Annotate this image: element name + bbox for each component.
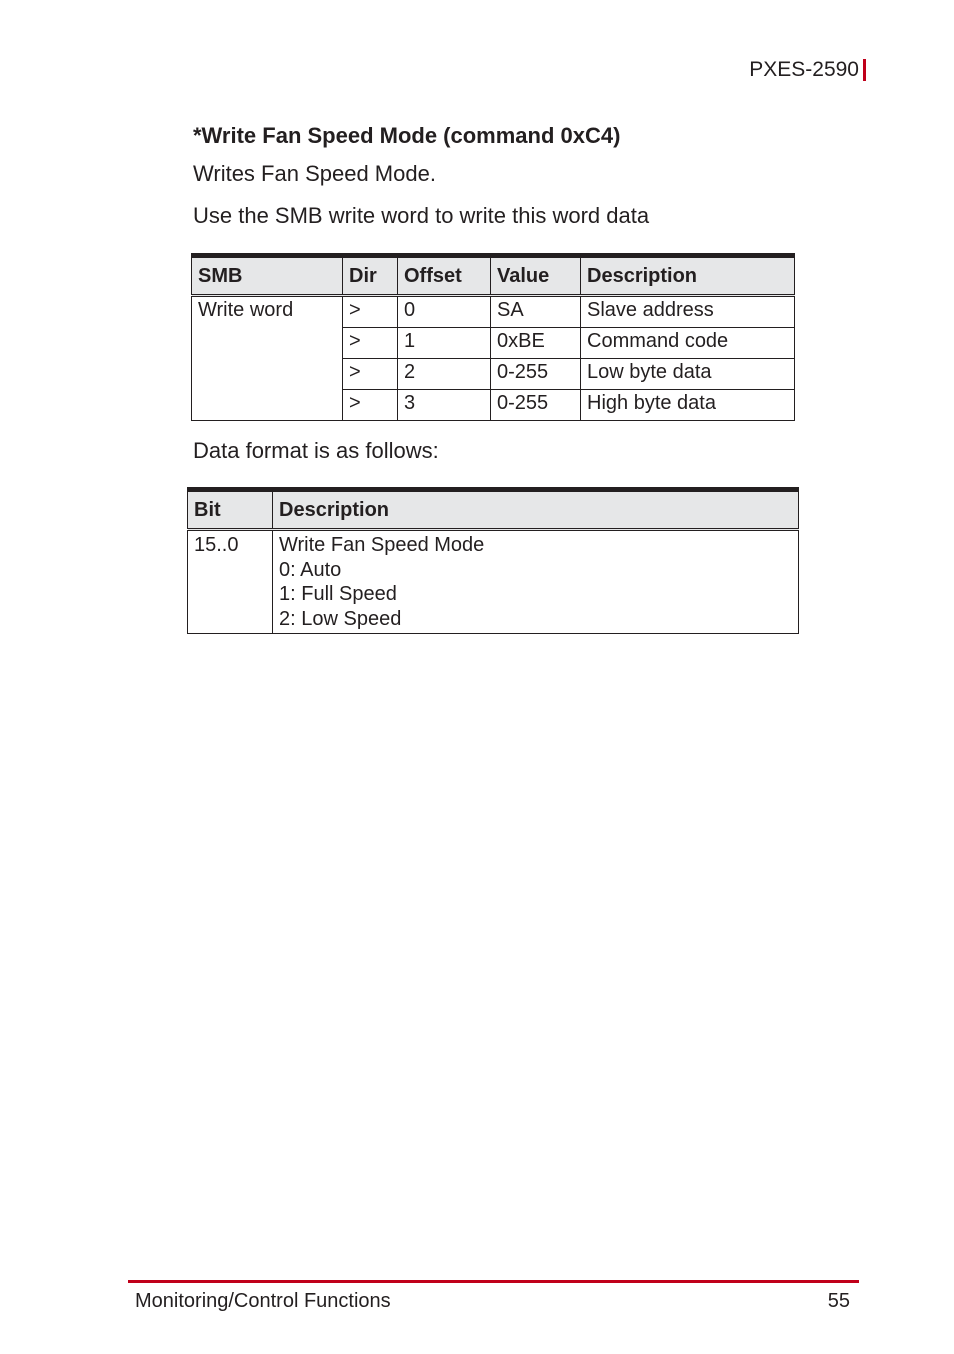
page-number: 55 — [827, 1290, 850, 1312]
col-header-dir: Dir — [343, 256, 398, 296]
col-header-description: Description — [273, 490, 799, 530]
table-row — [188, 530, 799, 634]
value-cell: 0xBE — [491, 328, 581, 359]
dir-cell: > — [343, 328, 398, 359]
smb-cell: Write word — [192, 296, 343, 421]
description-line: 1: Full Speed — [279, 583, 397, 605]
format-table-header-row — [188, 490, 799, 530]
footer-chapter: Monitoring/Control Functions — [135, 1290, 391, 1312]
smb-table-header-row — [192, 256, 795, 296]
description-cell: Command code — [581, 328, 795, 359]
col-header-smb: SMB — [192, 256, 343, 296]
instruction-text: Use the SMB write word to write this word data — [193, 203, 650, 228]
data-format-table — [187, 487, 799, 634]
dir-cell: > — [343, 359, 398, 390]
description-line: Write Fan Speed Mode — [279, 534, 485, 556]
smb-table — [191, 253, 795, 421]
description-cell: Low byte data — [581, 359, 795, 390]
bit-cell: 15..0 — [188, 530, 273, 634]
offset-cell: 2 — [398, 359, 491, 390]
description-cell — [273, 530, 799, 634]
dir-cell: > — [343, 296, 398, 328]
col-header-bit: Bit — [188, 490, 273, 530]
description-line: 0: Auto — [279, 558, 342, 581]
header-accent-bar — [863, 59, 866, 81]
offset-cell: 1 — [398, 328, 491, 359]
value-cell: SA — [491, 296, 581, 328]
section-title: *Write Fan Speed Mode (command 0xC4) — [193, 123, 621, 148]
value-cell: 0-255 — [491, 390, 581, 421]
offset-cell: 3 — [398, 390, 491, 421]
col-header-value: Value — [491, 256, 581, 296]
footer-rule — [128, 1280, 859, 1283]
table-row — [192, 296, 795, 328]
offset-cell: 0 — [398, 296, 491, 328]
description-cell: High byte data — [581, 390, 795, 421]
intro-text: Writes Fan Speed Mode. — [193, 161, 436, 186]
col-header-description: Description — [581, 256, 795, 296]
col-header-offset: Offset — [398, 256, 491, 296]
value-cell: 0-255 — [491, 359, 581, 390]
description-cell: Slave address — [581, 296, 795, 328]
dir-cell: > — [343, 390, 398, 421]
format-intro-text: Data format is as follows: — [193, 438, 439, 463]
product-name: PXES-2590 — [749, 58, 859, 81]
running-header — [749, 58, 866, 82]
description-line: 2: Low Speed — [279, 607, 402, 630]
